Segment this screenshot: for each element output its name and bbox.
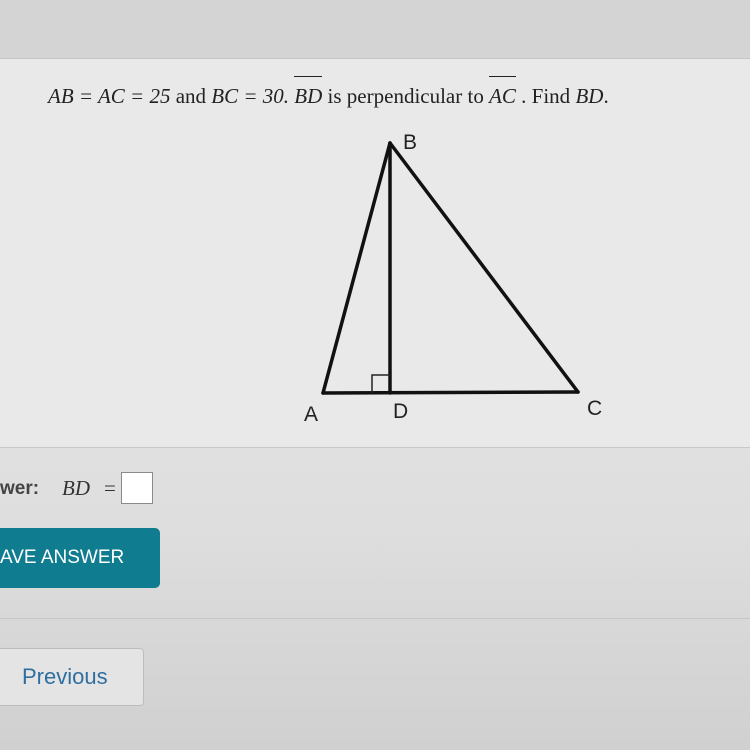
perpendicular-text: is perpendicular to (322, 84, 490, 108)
question-prompt (48, 84, 609, 109)
conjunction-text: and (170, 84, 212, 108)
given-lengths: AB = AC = 25 (48, 84, 171, 108)
segment-ac: AC (489, 84, 516, 108)
find-text: . Find (521, 84, 576, 108)
label-a: A (304, 403, 319, 426)
find-target: BD (575, 84, 604, 108)
right-angle-marker (372, 375, 390, 393)
answer-variable: BD (62, 476, 90, 500)
final-period: . (603, 84, 609, 108)
given-bc-length: BC = 30. (211, 84, 290, 108)
side-ac (323, 392, 578, 393)
label-c: C (587, 397, 603, 420)
footer-divider (0, 618, 750, 619)
save-answer-button[interactable]: AVE ANSWER (0, 528, 160, 588)
side-bc (390, 143, 578, 392)
answer-input[interactable] (121, 472, 153, 504)
triangle-figure (290, 125, 620, 435)
label-d: D (393, 400, 409, 423)
top-strip (0, 0, 750, 59)
section-divider (0, 447, 750, 448)
segment-bd: BD (294, 84, 323, 108)
answer-label: wer: (0, 478, 40, 499)
label-b: B (403, 131, 418, 154)
answer-equals: = (104, 476, 116, 500)
side-ab (323, 143, 390, 393)
previous-button[interactable]: Previous (0, 648, 144, 706)
